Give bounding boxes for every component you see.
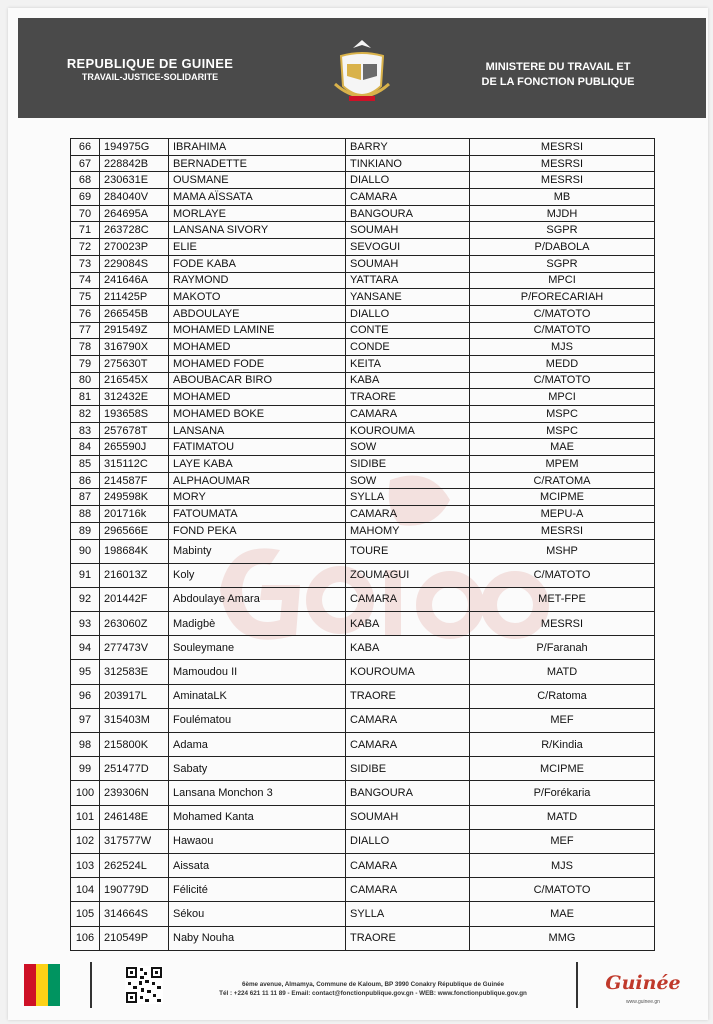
table-row — [71, 506, 655, 523]
prenom-cell: IBRAHIMA — [169, 139, 346, 156]
row-number: 74 — [71, 272, 100, 289]
matricule-cell: 263060Z — [100, 612, 169, 636]
nom-cell: KABA — [346, 612, 470, 636]
ministry-block — [448, 60, 668, 90]
table-row — [71, 406, 655, 423]
republic-title: REPUBLIQUE DE GUINEE — [66, 56, 234, 71]
matricule-cell: 201442F — [100, 587, 169, 611]
nom-cell: KABA — [346, 636, 470, 660]
nom-cell: YANSANE — [346, 289, 470, 306]
service-cell: MESRSI — [470, 172, 655, 189]
nom-cell: CONDE — [346, 339, 470, 356]
letterhead-banner — [18, 18, 706, 118]
service-cell: MJS — [470, 339, 655, 356]
row-number: 84 — [71, 439, 100, 456]
table-row — [71, 439, 655, 456]
table-row — [71, 255, 655, 272]
service-cell: MSHP — [470, 539, 655, 563]
table-row — [71, 489, 655, 506]
matricule-cell: 230631E — [100, 172, 169, 189]
prenom-cell: Foulématou — [169, 708, 346, 732]
prenom-cell: BERNADETTE — [169, 155, 346, 172]
service-cell: SGPR — [470, 222, 655, 239]
row-number: 90 — [71, 539, 100, 563]
matricule-cell: 239306N — [100, 781, 169, 805]
row-number: 67 — [71, 155, 100, 172]
service-cell: MET-FPE — [470, 587, 655, 611]
matricule-cell: 263728C — [100, 222, 169, 239]
matricule-cell: 296566E — [100, 522, 169, 539]
service-cell: MESRSI — [470, 155, 655, 172]
agents-table — [70, 138, 655, 951]
row-number: 80 — [71, 372, 100, 389]
service-cell: MESRSI — [470, 139, 655, 156]
service-cell: MSPC — [470, 406, 655, 423]
table-row — [71, 781, 655, 805]
prenom-cell: MOHAMED BOKE — [169, 406, 346, 423]
prenom-cell: Koly — [169, 563, 346, 587]
nom-cell: KOUROUMA — [346, 660, 470, 684]
service-cell: MAE — [470, 439, 655, 456]
matricule-cell: 270023P — [100, 239, 169, 256]
matricule-cell: 246148E — [100, 805, 169, 829]
nom-cell: CAMARA — [346, 853, 470, 877]
prenom-cell: Aissata — [169, 853, 346, 877]
row-number: 79 — [71, 355, 100, 372]
table-row — [71, 587, 655, 611]
footer — [18, 960, 706, 1015]
service-cell: MJS — [470, 853, 655, 877]
matricule-cell: 215800K — [100, 733, 169, 757]
row-number: 96 — [71, 684, 100, 708]
table-row — [71, 355, 655, 372]
table-row — [71, 239, 655, 256]
matricule-cell: 201716k — [100, 506, 169, 523]
prenom-cell: OUSMANE — [169, 172, 346, 189]
prenom-cell: Abdoulaye Amara — [169, 587, 346, 611]
prenom-cell: MOHAMED LAMINE — [169, 322, 346, 339]
row-number: 92 — [71, 587, 100, 611]
nom-cell: SYLLA — [346, 902, 470, 926]
nom-cell: SOW — [346, 439, 470, 456]
address-line: 6ème avenue, Almamya, Commune de Kaloum, BP 3990 Conakry République de Guinée — [241, 981, 505, 988]
table-row — [71, 902, 655, 926]
footer-divider-left — [90, 962, 92, 1008]
matricule-cell: 315112C — [100, 456, 169, 473]
table-row — [71, 660, 655, 684]
table-row — [71, 372, 655, 389]
prenom-cell: ALPHAOUMAR — [169, 472, 346, 489]
service-cell: MPCI — [470, 272, 655, 289]
prenom-cell: Mabinty — [169, 539, 346, 563]
nom-cell: KEITA — [346, 355, 470, 372]
ministry-line-2: DE LA FONCTION PUBLIQUE — [481, 76, 635, 88]
nom-cell: CAMARA — [346, 506, 470, 523]
service-cell: P/DABOLA — [470, 239, 655, 256]
matricule-cell: 194975G — [100, 139, 169, 156]
matricule-cell: 264695A — [100, 205, 169, 222]
row-number: 104 — [71, 878, 100, 902]
service-cell: C/MATOTO — [470, 372, 655, 389]
nom-cell: BANGOURA — [346, 781, 470, 805]
nom-cell: BARRY — [346, 139, 470, 156]
matricule-cell: 251477D — [100, 757, 169, 781]
table-row — [71, 829, 655, 853]
prenom-cell: MOHAMED — [169, 389, 346, 406]
table-row — [71, 272, 655, 289]
prenom-cell: Lansana Monchon 3 — [169, 781, 346, 805]
nom-cell: ZOUMAGUI — [346, 563, 470, 587]
row-number: 75 — [71, 289, 100, 306]
table-row — [71, 757, 655, 781]
row-number: 77 — [71, 322, 100, 339]
prenom-cell: MAKOTO — [169, 289, 346, 306]
matricule-cell: 265590J — [100, 439, 169, 456]
nom-cell: SOUMAH — [346, 255, 470, 272]
matricule-cell: 284040V — [100, 189, 169, 206]
service-cell: C/MATOTO — [470, 322, 655, 339]
table-row — [71, 305, 655, 322]
matricule-cell: 190779D — [100, 878, 169, 902]
service-cell: MPEM — [470, 456, 655, 473]
prenom-cell: Hawaou — [169, 829, 346, 853]
nom-cell: CAMARA — [346, 406, 470, 423]
nom-cell: YATTARA — [346, 272, 470, 289]
nom-cell: SOUMAH — [346, 805, 470, 829]
nom-cell: CAMARA — [346, 733, 470, 757]
row-number: 105 — [71, 902, 100, 926]
nom-cell: MAHOMY — [346, 522, 470, 539]
service-cell: MATD — [470, 805, 655, 829]
service-cell: MATD — [470, 660, 655, 684]
republic-block — [40, 56, 260, 82]
row-number: 94 — [71, 636, 100, 660]
prenom-cell: LANSANA SIVORY — [169, 222, 346, 239]
matricule-cell: 262524L — [100, 853, 169, 877]
qr-code-icon — [125, 966, 163, 1004]
row-number: 95 — [71, 660, 100, 684]
prenom-cell: Mohamed Kanta — [169, 805, 346, 829]
nom-cell: CAMARA — [346, 708, 470, 732]
footer-address — [173, 980, 573, 998]
service-cell: MEDD — [470, 355, 655, 372]
prenom-cell: FODE KABA — [169, 255, 346, 272]
nom-cell: TRAORE — [346, 684, 470, 708]
table-row — [71, 563, 655, 587]
matricule-cell: 193658S — [100, 406, 169, 423]
matricule-cell: 315403M — [100, 708, 169, 732]
row-number: 91 — [71, 563, 100, 587]
nom-cell: TOURE — [346, 539, 470, 563]
nom-cell: TRAORE — [346, 389, 470, 406]
table-row — [71, 322, 655, 339]
prenom-cell: AminataLK — [169, 684, 346, 708]
row-number: 71 — [71, 222, 100, 239]
nom-cell: SOUMAH — [346, 222, 470, 239]
nom-cell: BANGOURA — [346, 205, 470, 222]
matricule-cell: 216545X — [100, 372, 169, 389]
nom-cell: DIALLO — [346, 172, 470, 189]
row-number: 87 — [71, 489, 100, 506]
service-cell: MESRSI — [470, 612, 655, 636]
service-cell: MCIPME — [470, 757, 655, 781]
matricule-cell: 228842B — [100, 155, 169, 172]
service-cell: C/RATOMA — [470, 472, 655, 489]
prenom-cell: FATIMATOU — [169, 439, 346, 456]
prenom-cell: MOHAMED FODE — [169, 355, 346, 372]
guinee-logo — [598, 968, 688, 1008]
table-row — [71, 853, 655, 877]
matricule-cell: 203917L — [100, 684, 169, 708]
logo-url: www.guinee.gn — [626, 999, 660, 1005]
service-cell: C/MATOTO — [470, 305, 655, 322]
nom-cell: SYLLA — [346, 489, 470, 506]
matricule-cell: 277473V — [100, 636, 169, 660]
nom-cell: CAMARA — [346, 587, 470, 611]
service-cell: P/Forékaria — [470, 781, 655, 805]
service-cell: R/Kindia — [470, 733, 655, 757]
matricule-cell: 291549Z — [100, 322, 169, 339]
row-number: 88 — [71, 506, 100, 523]
row-number: 83 — [71, 422, 100, 439]
matricule-cell: 266545B — [100, 305, 169, 322]
guinea-flag-icon — [24, 964, 60, 1006]
nom-cell: KOUROUMA — [346, 422, 470, 439]
row-number: 72 — [71, 239, 100, 256]
row-number: 73 — [71, 255, 100, 272]
service-cell: MJDH — [470, 205, 655, 222]
row-number: 86 — [71, 472, 100, 489]
table-row — [71, 733, 655, 757]
prenom-cell: FOND PEKA — [169, 522, 346, 539]
matricule-cell: 257678T — [100, 422, 169, 439]
service-cell: C/MATOTO — [470, 878, 655, 902]
prenom-cell: RAYMOND — [169, 272, 346, 289]
nom-cell: CAMARA — [346, 189, 470, 206]
row-number: 69 — [71, 189, 100, 206]
table-row — [71, 926, 655, 950]
prenom-cell: LANSANA — [169, 422, 346, 439]
nom-cell: SOW — [346, 472, 470, 489]
matricule-cell: 316790X — [100, 339, 169, 356]
row-number: 85 — [71, 456, 100, 473]
prenom-cell: Félicité — [169, 878, 346, 902]
service-cell: MEF — [470, 829, 655, 853]
service-cell: MMG — [470, 926, 655, 950]
prenom-cell: MORY — [169, 489, 346, 506]
service-cell: P/FORECARIAH — [470, 289, 655, 306]
table-row — [71, 456, 655, 473]
row-number: 70 — [71, 205, 100, 222]
prenom-cell: Madigbè — [169, 612, 346, 636]
table-row — [71, 539, 655, 563]
prenom-cell: Adama — [169, 733, 346, 757]
prenom-cell: MAMA AÏSSATA — [169, 189, 346, 206]
republic-motto: TRAVAIL-JUSTICE-SOLIDARITE — [81, 72, 219, 82]
table-row — [71, 205, 655, 222]
matricule-cell: 211425P — [100, 289, 169, 306]
nom-cell: KABA — [346, 372, 470, 389]
prenom-cell: FATOUMATA — [169, 506, 346, 523]
table-row — [71, 389, 655, 406]
prenom-cell: MORLAYE — [169, 205, 346, 222]
service-cell: MB — [470, 189, 655, 206]
table-row — [71, 472, 655, 489]
nom-cell: SIDIBE — [346, 456, 470, 473]
table-row — [71, 522, 655, 539]
table-row — [71, 189, 655, 206]
table-row — [71, 878, 655, 902]
service-cell: MPCI — [470, 389, 655, 406]
row-number: 97 — [71, 708, 100, 732]
nom-cell: SIDIBE — [346, 757, 470, 781]
row-number: 81 — [71, 389, 100, 406]
service-cell: MCIPME — [470, 489, 655, 506]
matricule-cell: 275630T — [100, 355, 169, 372]
logo-text: Guinée — [605, 972, 681, 994]
matricule-cell: 314664S — [100, 902, 169, 926]
row-number: 103 — [71, 853, 100, 877]
table-row — [71, 612, 655, 636]
row-number: 68 — [71, 172, 100, 189]
matricule-cell: 317577W — [100, 829, 169, 853]
row-number: 100 — [71, 781, 100, 805]
prenom-cell: Sékou — [169, 902, 346, 926]
table-row — [71, 222, 655, 239]
row-number: 106 — [71, 926, 100, 950]
row-number: 89 — [71, 522, 100, 539]
row-number: 101 — [71, 805, 100, 829]
matricule-cell: 241646A — [100, 272, 169, 289]
table-row — [71, 684, 655, 708]
row-number: 66 — [71, 139, 100, 156]
nom-cell: TINKIANO — [346, 155, 470, 172]
table-row — [71, 139, 655, 156]
row-number: 78 — [71, 339, 100, 356]
nom-cell: CONTE — [346, 322, 470, 339]
row-number: 102 — [71, 829, 100, 853]
table-row — [71, 708, 655, 732]
matricule-cell: 210549P — [100, 926, 169, 950]
service-cell: MESRSI — [470, 522, 655, 539]
prenom-cell: ELIE — [169, 239, 346, 256]
matricule-cell: 312432E — [100, 389, 169, 406]
service-cell: MEF — [470, 708, 655, 732]
prenom-cell: ABOUBACAR BIRO — [169, 372, 346, 389]
service-cell: MEPU-A — [470, 506, 655, 523]
matricule-cell: 214587F — [100, 472, 169, 489]
table-row — [71, 339, 655, 356]
prenom-cell: MOHAMED — [169, 339, 346, 356]
row-number: 82 — [71, 406, 100, 423]
nom-cell: DIALLO — [346, 829, 470, 853]
prenom-cell: Naby Nouha — [169, 926, 346, 950]
row-number: 99 — [71, 757, 100, 781]
service-cell: P/Faranah — [470, 636, 655, 660]
table-row — [71, 636, 655, 660]
matricule-cell: 229084S — [100, 255, 169, 272]
prenom-cell: LAYE KABA — [169, 456, 346, 473]
row-number: 76 — [71, 305, 100, 322]
service-cell: C/Ratoma — [470, 684, 655, 708]
nom-cell: DIALLO — [346, 305, 470, 322]
table-row — [71, 805, 655, 829]
matricule-cell: 216013Z — [100, 563, 169, 587]
table-row — [71, 289, 655, 306]
prenom-cell: Souleymane — [169, 636, 346, 660]
nom-cell: CAMARA — [346, 878, 470, 902]
service-cell: SGPR — [470, 255, 655, 272]
service-cell: C/MATOTO — [470, 563, 655, 587]
prenom-cell: Mamoudou II — [169, 660, 346, 684]
service-cell: MAE — [470, 902, 655, 926]
prenom-cell: ABDOULAYE — [169, 305, 346, 322]
nom-cell: SEVOGUI — [346, 239, 470, 256]
nom-cell: TRAORE — [346, 926, 470, 950]
matricule-cell: 198684K — [100, 539, 169, 563]
matricule-cell: 249598K — [100, 489, 169, 506]
table-row — [71, 172, 655, 189]
ministry-line-1: MINISTERE DU TRAVAIL ET — [485, 61, 631, 73]
coat-of-arms-icon — [323, 36, 401, 114]
footer-divider-right — [576, 962, 578, 1008]
table-row — [71, 155, 655, 172]
service-cell: MSPC — [470, 422, 655, 439]
prenom-cell: Sabaty — [169, 757, 346, 781]
table-row — [71, 422, 655, 439]
row-number: 98 — [71, 733, 100, 757]
row-number: 93 — [71, 612, 100, 636]
matricule-cell: 312583E — [100, 660, 169, 684]
contact-line: Tél : +224 621 11 11 89 - Email: contact@fonctionpublique.gov.gn - WEB: www.fonctionpublique.gov.gn — [219, 990, 527, 997]
